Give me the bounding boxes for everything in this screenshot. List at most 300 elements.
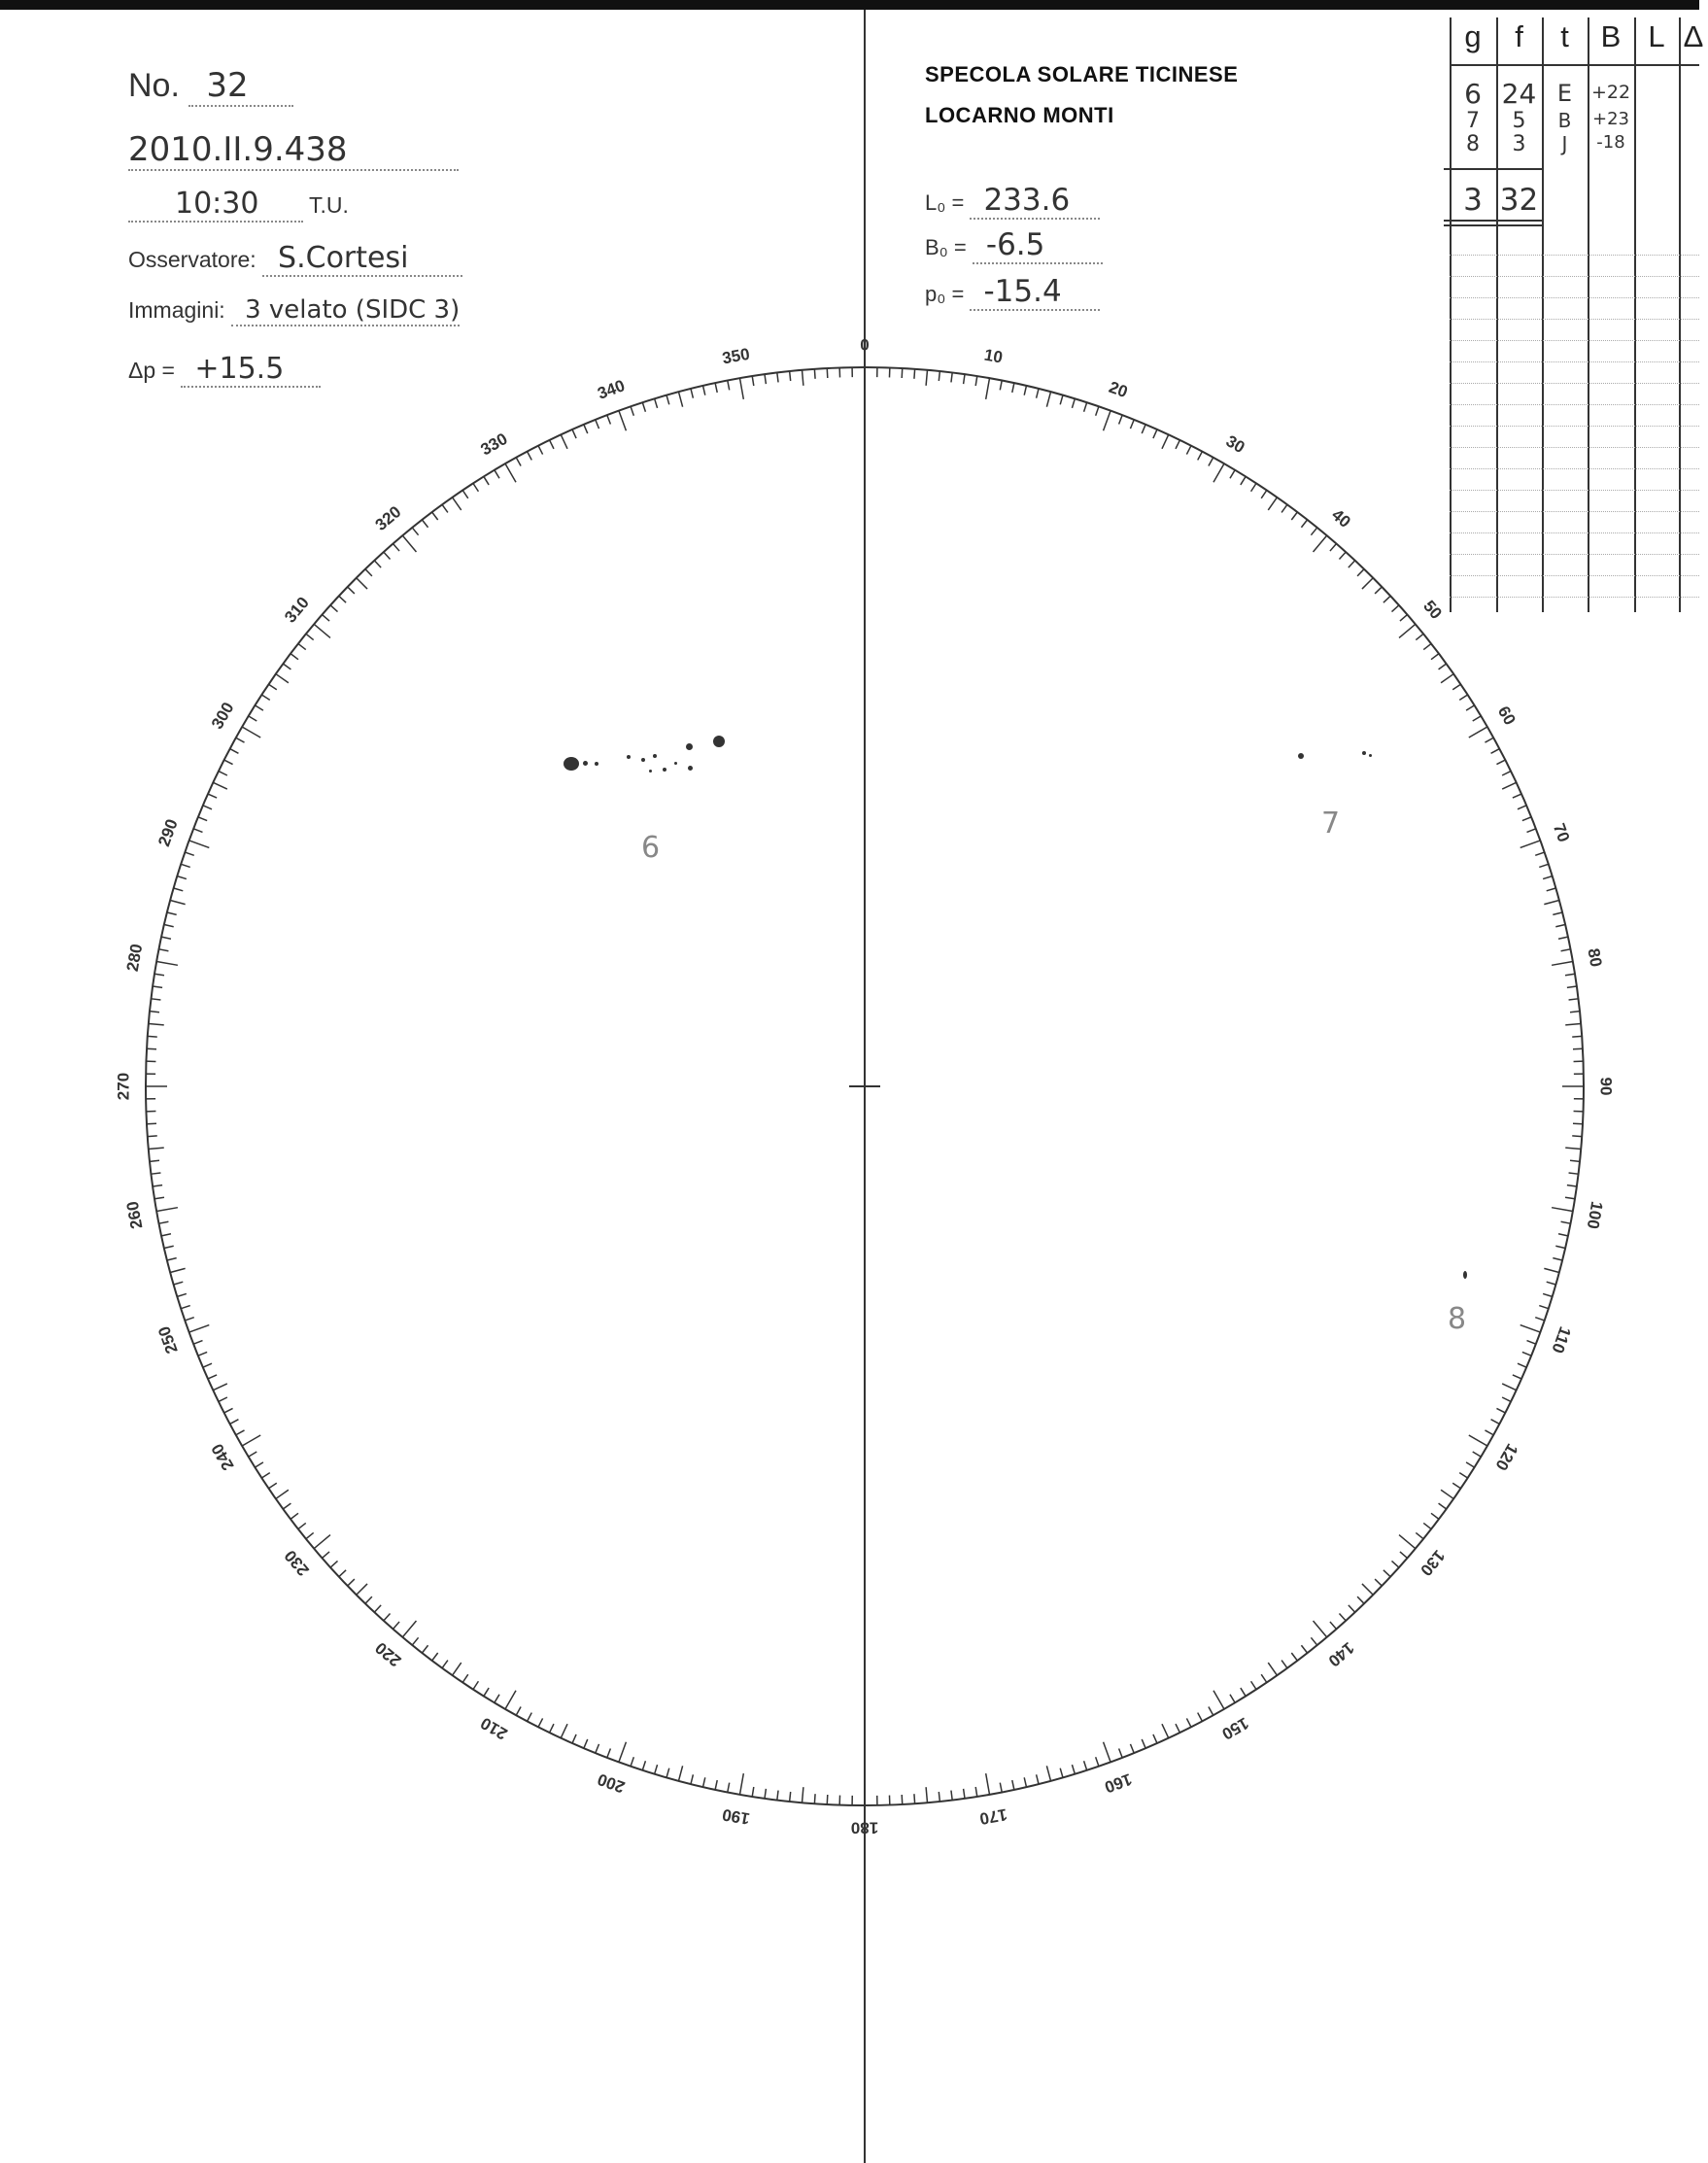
scale-tick <box>402 535 416 552</box>
scale-tick <box>790 1792 791 1802</box>
sunspot <box>653 754 657 758</box>
scale-tick <box>1439 1503 1447 1509</box>
scale-tick <box>1186 446 1191 455</box>
scale-tick <box>177 876 187 879</box>
scale-tick <box>1400 615 1408 622</box>
scale-tick <box>1573 1048 1583 1049</box>
scale-tick <box>323 1552 330 1559</box>
sunspot <box>688 766 693 771</box>
scale-tick <box>1543 1293 1553 1296</box>
scale-tick <box>538 1718 543 1727</box>
table-total-cell: 3 <box>1463 183 1483 218</box>
scale-tick <box>1547 1282 1556 1285</box>
scale-tick <box>219 772 227 775</box>
scale-tick <box>314 1535 330 1549</box>
scale-tick <box>596 1744 599 1753</box>
scale-tick <box>1555 1246 1565 1248</box>
scale-tick <box>1572 1136 1582 1137</box>
scale-tick <box>1473 1452 1482 1457</box>
scale-tick <box>255 705 262 710</box>
scale-tick <box>1565 974 1575 976</box>
table-cell: +22 <box>1590 82 1631 103</box>
scale-tick <box>1439 664 1447 670</box>
P0-value: -15.4 <box>970 274 1100 311</box>
scale-tick <box>1119 415 1123 424</box>
scale-tick <box>678 1766 682 1780</box>
scale-tick <box>1570 1012 1580 1013</box>
scale-tick <box>1060 1768 1063 1778</box>
scale-tick <box>339 596 346 602</box>
scale-label: 150 <box>1218 1713 1252 1744</box>
scale-tick <box>484 1688 489 1696</box>
scale-tick <box>619 1742 627 1763</box>
table-row-line <box>1450 319 1699 321</box>
scale-tick <box>230 749 239 754</box>
scale-tick <box>1012 1780 1014 1790</box>
scale-tick <box>1339 552 1346 559</box>
scale-tick <box>1561 1221 1571 1223</box>
scale-tick <box>1330 544 1337 552</box>
scale-tick <box>261 695 269 700</box>
scale-tick <box>1012 383 1014 393</box>
scale-tick <box>1251 483 1256 491</box>
scale-tick <box>198 817 207 821</box>
scale-tick <box>1060 395 1063 405</box>
scale-tick <box>149 1024 164 1025</box>
scale-tick <box>1565 1148 1581 1149</box>
scale-label: 320 <box>371 502 405 534</box>
scale-tick <box>348 1579 355 1586</box>
scale-tick <box>1084 402 1087 412</box>
sunspot <box>663 768 666 772</box>
scale-tick <box>1046 392 1050 406</box>
scale-tick <box>167 1258 177 1260</box>
scale-tick <box>148 1036 157 1037</box>
scale-tick <box>528 452 532 461</box>
scale-tick <box>914 369 915 379</box>
scale-tick <box>306 1532 314 1538</box>
scale-tick <box>1375 1579 1382 1586</box>
table-row-line <box>1450 490 1699 492</box>
scale-tick <box>572 1734 576 1743</box>
number-label: No. <box>128 67 180 104</box>
scale-tick <box>1241 1688 1246 1696</box>
scale-tick <box>550 1724 554 1733</box>
scale-tick <box>1072 1765 1075 1774</box>
scale-tick <box>374 561 381 567</box>
scale-tick <box>964 374 965 384</box>
scale-tick <box>1209 1706 1213 1715</box>
scale-tick <box>752 1787 754 1797</box>
scale-tick <box>1357 569 1364 576</box>
scale-label: 130 <box>1417 1546 1449 1580</box>
scale-tick <box>453 498 461 510</box>
scale-tick <box>1502 1384 1517 1390</box>
delta-p-value: +15.5 <box>181 352 321 388</box>
sunspot <box>713 736 725 747</box>
scale-tick <box>1230 1695 1235 1703</box>
scale-tick <box>314 624 330 637</box>
scale-tick <box>164 925 174 927</box>
scale-tick <box>827 368 828 378</box>
scale-tick <box>1441 674 1453 683</box>
scale-tick <box>1491 749 1500 754</box>
scale-tick <box>203 806 212 809</box>
scale-tick <box>290 1513 298 1519</box>
scale-tick <box>156 962 178 966</box>
scale-tick <box>1096 406 1099 415</box>
scale-tick <box>154 1197 164 1199</box>
scale-tick <box>422 520 427 528</box>
scale-label: 180 <box>850 1818 879 1837</box>
scale-tick <box>619 411 627 431</box>
scale-tick <box>393 544 400 552</box>
scale-tick <box>198 1352 207 1356</box>
scale-tick <box>1330 1622 1337 1630</box>
scale-label: 340 <box>595 376 628 403</box>
scale-tick <box>827 1795 828 1804</box>
scale-tick <box>914 1794 915 1803</box>
scale-tick <box>1391 1561 1398 1567</box>
table-cell: +23 <box>1592 109 1629 129</box>
scale-tick <box>330 605 337 612</box>
scale-tick <box>584 425 588 433</box>
scale-tick <box>1251 1681 1256 1689</box>
scale-tick <box>596 420 599 429</box>
scale-tick <box>1459 1473 1467 1478</box>
scale-tick <box>1142 1739 1145 1748</box>
table-row-line <box>1450 340 1699 342</box>
scale-tick <box>1416 1532 1423 1538</box>
table-cell: 7 <box>1466 109 1480 133</box>
sunspot <box>627 755 631 759</box>
table-row-line <box>1450 511 1699 513</box>
images-value: 3 velato (SIDC 3) <box>231 295 460 326</box>
scale-tick <box>1535 852 1544 855</box>
scale-tick <box>1518 806 1526 809</box>
scale-tick <box>1539 1306 1549 1309</box>
scale-tick <box>975 1787 977 1797</box>
scale-tick <box>1268 498 1277 510</box>
scale-label: 10 <box>982 345 1005 367</box>
scale-tick <box>926 1787 927 1802</box>
scale-tick <box>453 1663 461 1675</box>
scale-tick <box>790 371 791 381</box>
scale-label: 60 <box>1493 703 1520 729</box>
scale-tick <box>505 464 516 482</box>
scale-tick <box>1496 1408 1505 1413</box>
scale-tick <box>1104 1742 1111 1763</box>
scale-tick <box>306 634 314 639</box>
scale-tick <box>422 1645 427 1653</box>
scale-tick <box>153 986 162 987</box>
scale-tick <box>1119 1749 1123 1758</box>
scale-tick <box>161 1234 171 1236</box>
scale-tick <box>986 1773 990 1795</box>
scale-tick <box>219 1397 227 1401</box>
scale-tick <box>174 1282 184 1285</box>
scale-tick <box>150 1160 159 1161</box>
scale-tick <box>208 1375 217 1379</box>
delta-p-label: Δp = <box>128 358 175 383</box>
scale-tick <box>1198 452 1203 461</box>
table-header-line <box>1450 64 1699 66</box>
scale-tick <box>1261 491 1267 498</box>
scale-tick <box>1496 760 1505 765</box>
scale-tick <box>1513 794 1521 798</box>
scale-tick <box>1459 695 1467 700</box>
scale-tick <box>339 1570 346 1577</box>
scale-label: 260 <box>122 1199 147 1231</box>
scale-tick <box>1518 1363 1526 1367</box>
scale-tick <box>167 912 177 914</box>
scale-label: 290 <box>154 816 182 849</box>
scale-label: 270 <box>114 1072 133 1101</box>
scale-tick <box>384 1613 391 1620</box>
scale-tick <box>902 368 903 378</box>
scale-tick <box>584 1739 588 1748</box>
scale-tick <box>365 569 372 576</box>
scale-tick <box>1567 1185 1577 1186</box>
scale-tick <box>951 1791 952 1801</box>
table-cell: 3 <box>1512 132 1526 156</box>
scale-label: 40 <box>1328 505 1354 532</box>
scale-label: 110 <box>1548 1323 1575 1356</box>
scale-tick <box>276 1490 289 1498</box>
scale-tick <box>213 1384 227 1390</box>
scale-label: 70 <box>1549 820 1574 845</box>
scale-tick <box>473 1681 478 1689</box>
scale-tick <box>691 389 693 398</box>
scale-tick <box>495 1695 499 1703</box>
scale-tick <box>1522 817 1531 821</box>
table-header-g: g <box>1464 19 1482 53</box>
scale-tick <box>1520 841 1541 848</box>
table-header-delta: Δ <box>1683 19 1704 53</box>
scale-tick <box>150 1012 159 1013</box>
scale-tick <box>462 491 468 498</box>
table-header-f: f <box>1515 19 1523 53</box>
scale-tick <box>691 1774 693 1784</box>
scale-tick <box>1311 528 1316 535</box>
scale-tick <box>505 1691 516 1709</box>
scale-tick <box>1565 1024 1581 1025</box>
scale-tick <box>655 1765 658 1774</box>
scale-tick <box>1469 1435 1487 1446</box>
scale-tick <box>432 512 438 520</box>
scale-tick <box>1572 1036 1582 1037</box>
scale-tick <box>249 716 257 721</box>
scale-tick <box>1301 520 1307 528</box>
scale-label: 140 <box>1324 1638 1358 1670</box>
scale-tick <box>1399 624 1416 637</box>
table-col-line <box>1634 17 1636 612</box>
scale-tick <box>1552 962 1573 966</box>
institution-name: SPECOLA SOLARE TICINESE <box>925 62 1239 86</box>
scale-tick <box>1281 504 1287 512</box>
table-total-line <box>1444 168 1543 170</box>
scale-tick <box>1241 476 1246 484</box>
scale-tick <box>703 386 705 395</box>
scale-tick <box>1383 596 1390 602</box>
scale-tick <box>1096 1757 1099 1766</box>
scale-tick <box>1291 1653 1297 1661</box>
scale-tick <box>432 1653 438 1661</box>
scale-tick <box>1176 440 1179 449</box>
scale-label: 160 <box>1102 1769 1135 1797</box>
table-col-line <box>1679 17 1681 612</box>
scale-tick <box>1314 1621 1327 1637</box>
table-row-line <box>1450 297 1699 299</box>
L0-value: 233.6 <box>970 183 1100 220</box>
scale-tick <box>1452 684 1460 690</box>
scale-tick <box>1000 1783 1002 1793</box>
time-unit: T.U. <box>308 192 349 218</box>
scale-tick <box>528 1713 532 1722</box>
scale-tick <box>951 373 952 383</box>
scale-tick <box>1268 1663 1277 1675</box>
scale-tick <box>1084 1761 1087 1770</box>
scale-tick <box>348 587 355 594</box>
scale-tick <box>1485 738 1493 742</box>
table-cell: B <box>1557 109 1572 132</box>
scale-tick <box>1561 949 1571 951</box>
scale-tick <box>642 1761 645 1770</box>
sunspot <box>1362 751 1366 755</box>
scale-tick <box>1567 986 1577 987</box>
scale-tick <box>495 470 499 479</box>
scale-label: 250 <box>154 1323 182 1356</box>
table-cell: 6 <box>1464 78 1482 110</box>
scale-tick <box>1162 1724 1169 1738</box>
scale-tick <box>777 1791 778 1801</box>
group-label-6: 6 <box>641 831 661 865</box>
scale-tick <box>1544 1268 1558 1272</box>
scale-tick <box>1213 464 1224 482</box>
scale-tick <box>1527 1341 1536 1345</box>
scale-tick <box>1553 1258 1562 1260</box>
scale-tick <box>926 370 927 386</box>
table-header-L: L <box>1648 19 1665 53</box>
scale-tick <box>269 1483 277 1489</box>
scale-tick <box>666 395 669 405</box>
scale-tick <box>1539 864 1549 867</box>
scale-tick <box>1311 1637 1316 1645</box>
scale-tick <box>1162 434 1169 449</box>
sunspot <box>641 758 645 762</box>
scale-tick <box>442 1661 448 1668</box>
scale-tick <box>765 1789 766 1799</box>
scale-tick <box>164 1246 174 1248</box>
sunspot <box>674 762 677 765</box>
scale-tick <box>1349 1605 1355 1612</box>
observer-label: Osservatore: <box>128 247 256 272</box>
scale-tick <box>298 1523 306 1528</box>
scale-tick <box>814 1794 815 1803</box>
scale-tick <box>715 383 717 393</box>
scale-tick <box>1198 1713 1203 1722</box>
scale-tick <box>1301 1645 1307 1653</box>
scale-label: 0 <box>860 335 870 355</box>
group-table <box>1450 17 1704 612</box>
scale-tick <box>740 378 744 399</box>
table-row-line <box>1450 383 1699 385</box>
scale-tick <box>147 1048 156 1049</box>
scale-tick <box>1520 1325 1541 1333</box>
scale-tick <box>666 1768 669 1778</box>
scale-tick <box>1362 578 1373 589</box>
table-row-line <box>1450 532 1699 534</box>
scale-label: 210 <box>477 1713 511 1744</box>
images-label: Immagini: <box>128 297 225 323</box>
scale-tick <box>728 1783 730 1793</box>
scale-tick <box>516 1706 521 1715</box>
table-row-line <box>1450 554 1699 556</box>
table-row-line <box>1450 276 1699 278</box>
scale-tick <box>365 1596 372 1603</box>
scale-tick <box>236 1430 245 1435</box>
scale-label: 350 <box>720 344 752 368</box>
scale-tick <box>1502 782 1517 789</box>
scale-tick <box>323 615 330 622</box>
scale-tick <box>148 1136 157 1137</box>
P0-label: p₀ = <box>925 282 965 306</box>
scale-tick <box>1400 1552 1408 1559</box>
scale-tick <box>703 1777 705 1787</box>
scale-tick <box>412 1637 418 1645</box>
scale-tick <box>193 1341 202 1345</box>
scale-tick <box>1261 1674 1267 1682</box>
scale-tick <box>203 1363 212 1367</box>
sunspot <box>1463 1271 1467 1279</box>
number-value: 32 <box>188 66 293 107</box>
scale-tick <box>153 1185 162 1186</box>
scale-label: 240 <box>207 1440 238 1474</box>
scale-tick <box>374 1605 381 1612</box>
scale-tick <box>1469 727 1487 738</box>
B0-value: -6.5 <box>973 227 1103 264</box>
observer-value: S.Cortesi <box>262 241 462 277</box>
scale-tick <box>393 1622 400 1630</box>
scale-tick <box>1522 1352 1531 1356</box>
scale-tick <box>189 841 210 848</box>
table-total-line <box>1444 220 1543 222</box>
scale-tick <box>154 974 164 976</box>
scale-tick <box>357 578 367 589</box>
scale-tick <box>255 1462 262 1467</box>
scale-tick <box>1399 1535 1416 1549</box>
scale-tick <box>269 684 277 690</box>
scale-tick <box>1375 587 1382 594</box>
scale-label: 190 <box>720 1804 752 1829</box>
date-value: 2010.II.9.438 <box>128 130 459 171</box>
scale-tick <box>156 1208 178 1212</box>
scale-tick <box>208 794 217 798</box>
table-header-t: t <box>1560 19 1569 53</box>
scale-label: 90 <box>1596 1077 1616 1096</box>
scale-label: 280 <box>122 942 147 974</box>
scale-tick <box>1213 1691 1224 1709</box>
scale-tick <box>1569 999 1579 1000</box>
scale-tick <box>1485 1430 1493 1435</box>
scale-tick <box>752 376 754 386</box>
scale-tick <box>1558 937 1568 939</box>
scale-tick <box>185 852 193 855</box>
scale-label: 200 <box>595 1769 628 1797</box>
sunspot <box>583 761 588 766</box>
scale-label: 80 <box>1584 946 1606 969</box>
table-row-line <box>1450 426 1699 428</box>
